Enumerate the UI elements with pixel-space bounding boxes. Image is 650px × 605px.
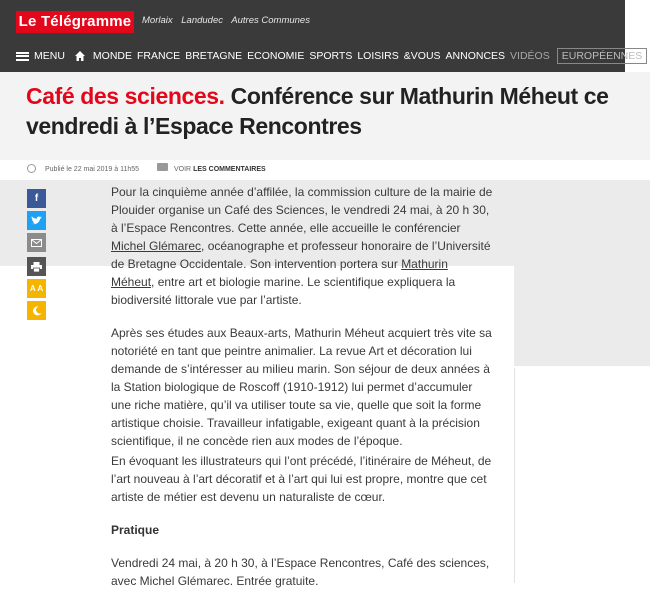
comments-link[interactable] (174, 166, 266, 173)
article-body (111, 183, 493, 605)
comment-icon[interactable] (157, 163, 168, 171)
nav-item-sports[interactable]: SPORTS (309, 50, 353, 62)
mail-icon[interactable] (27, 233, 46, 252)
nav-item-loisirs[interactable]: LOISIRS (357, 50, 399, 62)
envelope-icon (31, 239, 42, 247)
paragraph-1-text-b: , océanographe et professeur honoraire de l’Université de Bretagne Occidentale. Son intervention portera sur (111, 239, 491, 271)
article-title-text: Conférence sur Mathurin Méheut ce vendredi à l’Espace Rencontres (26, 83, 609, 139)
nav-item-bretagne[interactable]: BRETAGNE (185, 50, 243, 62)
comments-prefix: VOIR (174, 166, 192, 173)
paragraph-1 (111, 183, 493, 309)
pratique-heading: Pratique (111, 523, 160, 537)
link-mathurin-meheut[interactable]: Mathurin Méheut (111, 257, 448, 289)
menu-button[interactable]: MENU (34, 50, 65, 62)
font-size-icon[interactable]: A A (27, 279, 46, 298)
moon-icon (32, 306, 42, 316)
dark-mode-icon[interactable] (27, 301, 46, 320)
nav-item-france[interactable]: FRANCE (137, 50, 181, 62)
paragraph-1-text-c: , entre art et biologie marine. Le scientifique expliquera la biodiversité littorale vue par l’artiste. (111, 275, 456, 307)
nav-item-videos[interactable]: VIDÉOS (510, 50, 550, 62)
paragraph-2: Après ses études aux Beaux-arts, Mathurin Méheut acquiert très vite sa notoriété en tant que peintre animalier. La revue Art et décoration lui demande de s’intéresser au milieu marin. Son séjour de deux années à la Station biologique de Roscoff (1910-1912) lui permet d’accumuler une riche matière, qu’il va utiliser toute sa vie, quelle que soit la forme artistique choisie. Travailleur infatigable, exigeant quant à la précision scientifique, il ne concède rien aux modes de l’époque. (111, 326, 492, 448)
twitter-bird-icon (31, 216, 42, 225)
city-link-landudec[interactable]: Landudec (181, 15, 223, 26)
column-divider (514, 368, 515, 583)
printer-icon (31, 262, 42, 272)
menu-icon[interactable] (16, 52, 29, 61)
link-michel-glemarec[interactable]: Michel Glémarec (111, 239, 202, 253)
pratique-text: Vendredi 24 mai, à 20 h 30, à l’Espace Rencontres, Café des sciences, avec Michel Glémarec. Entrée gratuite. (111, 556, 490, 588)
article-meta (0, 160, 650, 180)
home-icon[interactable] (74, 50, 86, 62)
city-links (142, 15, 316, 26)
site-header (0, 0, 643, 72)
comments-label: LES COMMENTAIRES (193, 166, 266, 173)
publish-date: Publié le 22 mai 2019 à 11h55 (45, 166, 140, 173)
paragraph-1-text-a: Pour la cinquième année d’affilée, la commission culture de la mairie de Plouider organise un Café des Sciences, le vendredi 24 mai, à 20 h 30, à l’Espace Rencontres. Cette année, elle accueille le conférencier (111, 185, 493, 235)
main-nav (16, 46, 647, 66)
article-kicker: Café des sciences. (26, 83, 225, 109)
nav-item-economie[interactable]: ECONOMIE (247, 50, 305, 62)
nav-item-monde[interactable]: MONDE (92, 50, 133, 62)
overlay-band-right (514, 266, 650, 366)
print-icon[interactable] (27, 257, 46, 276)
nav-item-annonces[interactable]: ANNONCES (445, 50, 506, 62)
paragraph-3: En évoquant les illustrateurs qui l’ont précédé, l’itinéraire de Méheut, de l’art nouveau à l’art décoratif et à l’art qui lui est propre, montre que cet artiste de métier est devenu un naturaliste de cœur. (111, 454, 492, 504)
city-link-others[interactable]: Autres Communes (231, 15, 310, 26)
facebook-icon[interactable]: f (27, 189, 46, 208)
brand-logo[interactable]: Le Télégramme (16, 11, 134, 33)
clock-icon (27, 164, 36, 173)
city-link-morlaix[interactable]: Morlaix (142, 15, 173, 26)
twitter-icon[interactable] (27, 211, 46, 230)
article-title (26, 81, 646, 141)
nav-item-vous[interactable]: &VOUS (403, 50, 441, 62)
nav-item-europeennes[interactable]: EUROPÉENNES (557, 48, 648, 64)
